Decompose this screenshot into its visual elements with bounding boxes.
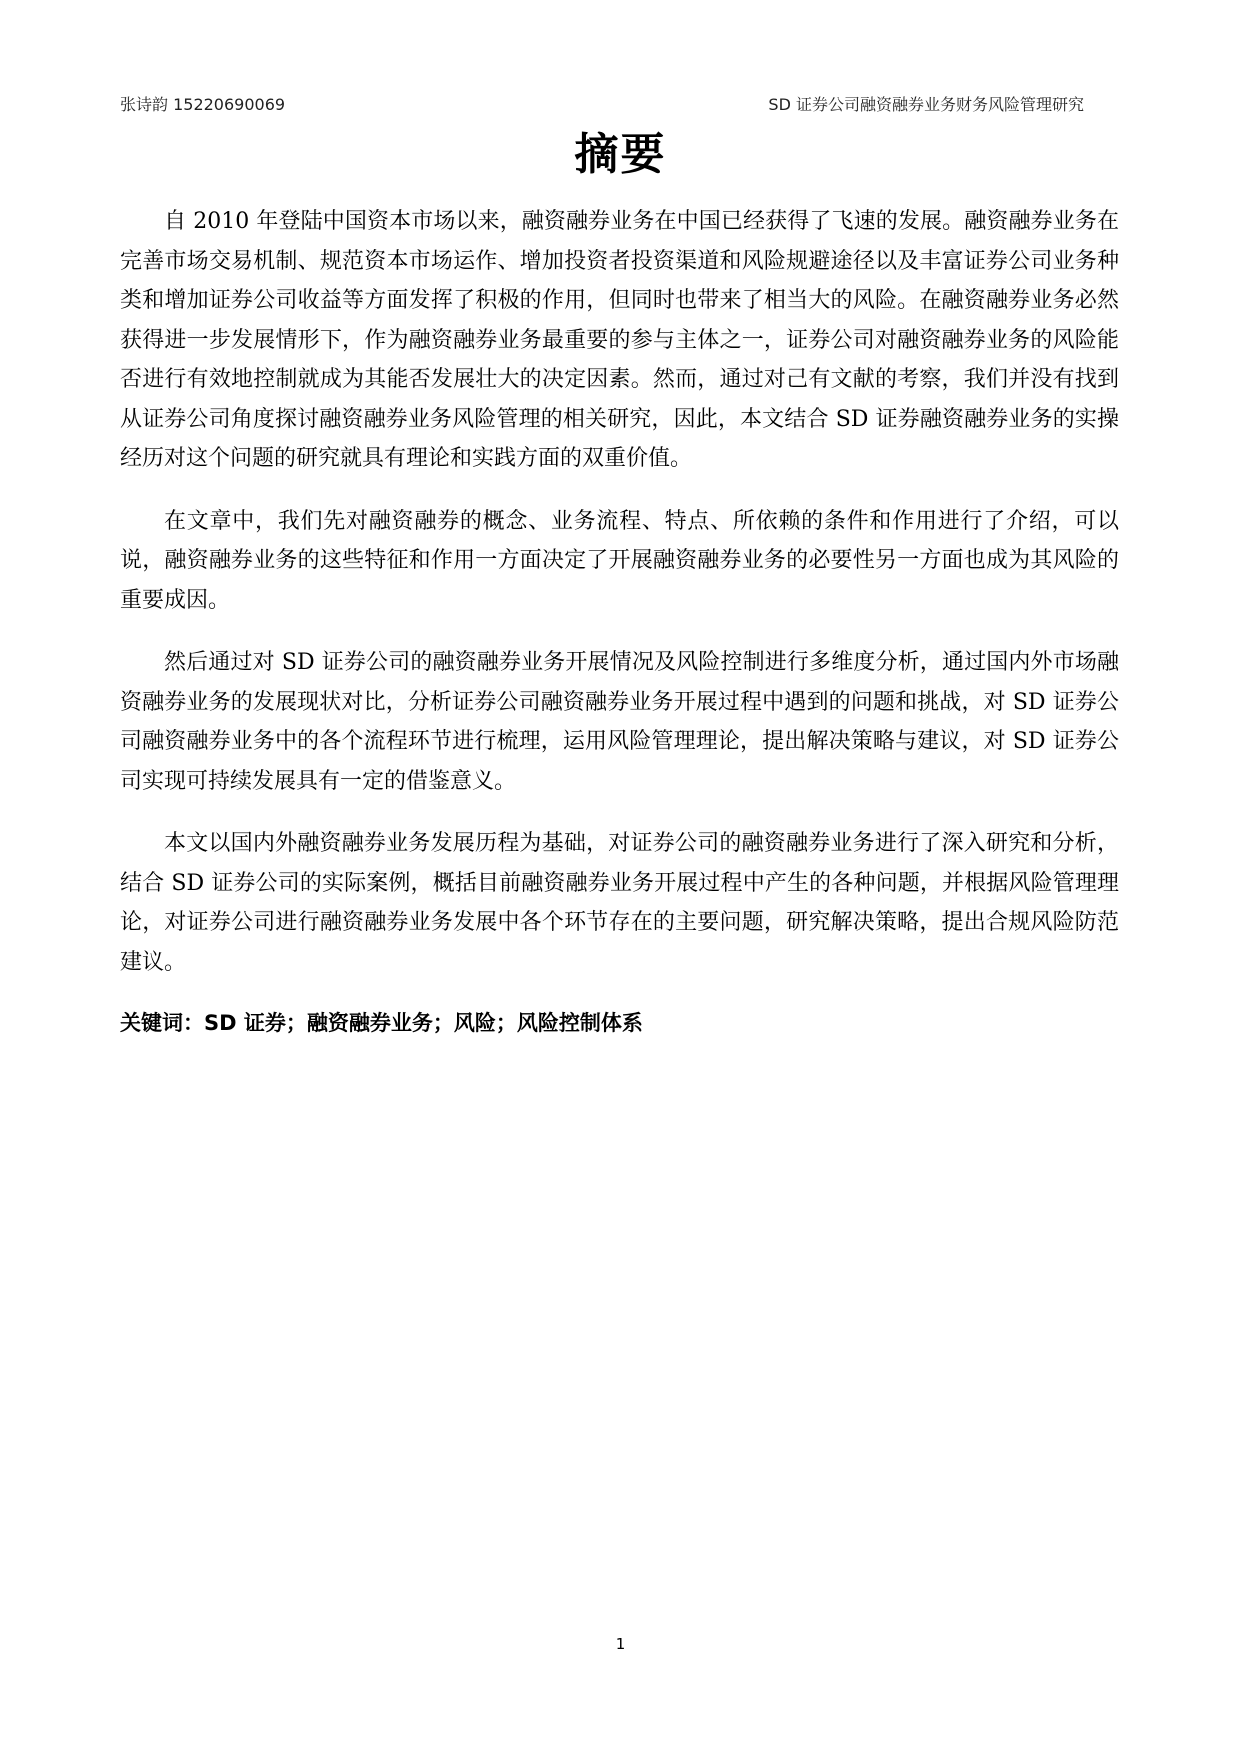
abstract-paragraph-1: 自 2010 年登陆中国资本市场以来，融资融券业务在中国已经获得了飞速的发展。融资融券业务在完善市场交易机制、规范资本市场运作、增加投资者投资渠道和风险规避途径以及丰富证券公司业务种类和增加证券公司收益等方面发挥了积极的作用，但同时也带来了相当大的风险。在融资融券业务必然获得进一步发展情形下，作为融资融券业务最重要的参与主体之一，证券公司对融资融券业务的风险能否进行有效地控制就成为其能否发展壮大的决定因素。然而，通过对己有文献的考察，我们并没有找到从证券公司角度探讨融资融券业务风险管理的相关研究，因此，本文结合 SD 证券融资融券业务的实操经历对这个问题的研究就具有理论和实践方面的双重价值。 xyxy=(120,209,1119,471)
abstract-body xyxy=(120,202,1119,1041)
abstract-paragraph-4: 本文以国内外融资融券业务发展历程为基础，对证券公司的融资融券业务进行了深入研究和分析，结合 SD 证券公司的实际案例，概括目前融资融券业务开展过程中产生的各种问题，并根据风险管理理论，对证券公司进行融资融券业务发展中各个环节存在的主要问题，研究解决策略，提出合规风险防范建议。 xyxy=(120,831,1119,975)
abstract-paragraph-3: 然后通过对 SD 证券公司的融资融券业务开展情况及风险控制进行多维度分析，通过国内外市场融资融券业务的发展现状对比，分析证券公司融资融券业务开展过程中遇到的问题和挑战，对 SD 证券公司融资融券业务中的各个流程环节进行梳理，运用风险管理理论，提出解决策略与建议，对 SD 证券公司实现可持续发展具有一定的借鉴意义。 xyxy=(120,650,1119,794)
keywords-line: 关键词：SD 证券；融资融券业务；风险；风险控制体系 xyxy=(120,1011,643,1035)
abstract-paragraph-2: 在文章中，我们先对融资融券的概念、业务流程、特点、所依赖的条件和作用进行了介绍，可以说，融资融券业务的这些特征和作用一方面决定了开展融资融券业务的必要性另一方面也成为其风险的重要成因。 xyxy=(120,508,1119,613)
header-author: 张诗韵 15220690069 xyxy=(120,95,286,114)
header-document-title: SD 证券公司融资融券业务财务风险管理研究 xyxy=(768,95,1084,114)
abstract-heading: 摘要 xyxy=(574,129,667,180)
page-number: 1 xyxy=(615,1635,626,1653)
